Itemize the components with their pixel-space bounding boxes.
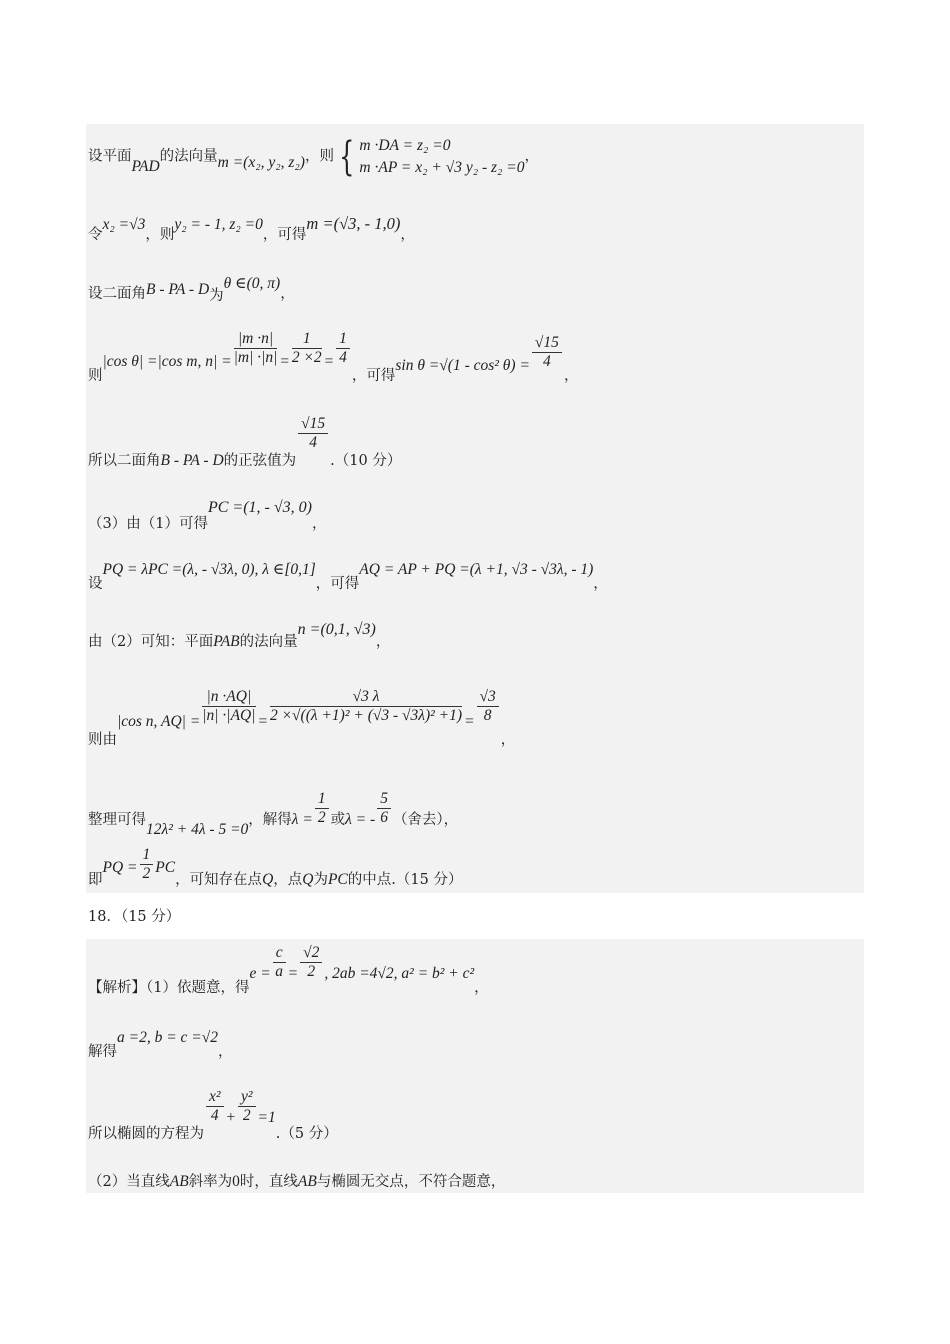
denominator: a [275, 962, 284, 980]
text: ， [311, 516, 327, 532]
text: ，可得 [315, 576, 360, 592]
text: 设平面 [88, 148, 132, 165]
line-solve-lambda [88, 790, 459, 839]
line-cos-theta [88, 330, 579, 385]
denominator: 2 [317, 808, 326, 826]
denominator: 2 ×√((λ +1)² + (√3 - √3λ)² +1) [269, 706, 463, 724]
numerator: √2 [300, 944, 322, 963]
fraction [532, 334, 562, 371]
numerator: 1 [292, 330, 322, 349]
fraction [336, 330, 350, 367]
math: PQ = λPC =(λ, - √3λ, 0), λ ∈[0,1] [102, 561, 316, 578]
line-part3-pc [88, 499, 327, 532]
denominator: 4 [210, 1106, 219, 1124]
math: θ ∈(0, π) [223, 275, 281, 292]
numerator: |m ·n| [234, 330, 278, 349]
text: 整理可得 [88, 812, 146, 829]
line-dihedral-angle [88, 275, 295, 304]
math: = [257, 713, 268, 731]
text: （舍去）， [392, 812, 459, 829]
system-brace: { [339, 133, 355, 180]
denominator: 2 [142, 864, 151, 882]
math: |cos n, AQ| = [117, 713, 201, 731]
math: , 2ab =4√2, a² = b² + c² [324, 965, 475, 983]
question-number: 18．（15 分） [88, 909, 181, 925]
math: sin θ =√(1 - cos² θ) = [395, 357, 530, 375]
text: 令 [88, 227, 103, 243]
text: 设二面角 [88, 286, 146, 302]
math: =1 [257, 1109, 276, 1127]
fraction [238, 1088, 256, 1125]
denominator: 8 [483, 706, 492, 724]
text: 即 [88, 872, 103, 889]
line-solve-abc [88, 1029, 233, 1060]
denominator: 2 [307, 962, 316, 980]
math: + [225, 1109, 236, 1127]
text: 则 [88, 368, 103, 385]
fraction [234, 330, 278, 367]
math: = [287, 965, 299, 983]
math: PAD [131, 157, 160, 175]
line-let-x2 [88, 214, 415, 243]
fraction [292, 330, 322, 367]
math: a =2, b = c =√2 [117, 1029, 219, 1046]
text: ，可得 [262, 227, 307, 243]
text: 为 [313, 872, 328, 889]
text: ， [280, 286, 295, 302]
text: ， [524, 148, 540, 165]
denominator: 6 [380, 808, 388, 826]
text: 的法向量 [159, 148, 218, 165]
math: AB [169, 1173, 189, 1190]
denominator: 4 [309, 433, 318, 451]
line-normal-vector-pad [88, 135, 539, 178]
text: 解得 [88, 1044, 117, 1060]
numerator: c [273, 944, 286, 963]
text: 的法向量 [239, 634, 298, 650]
text: 的正弦值为 [223, 453, 297, 470]
text: 与椭圆无交点，不符合题意， [316, 1174, 506, 1190]
math: 0 [232, 1173, 240, 1190]
math: PC [155, 859, 176, 877]
fraction [273, 944, 286, 981]
text: ， [400, 227, 415, 243]
text: ， [375, 634, 391, 650]
fraction [270, 688, 462, 725]
text: 由（2）可知：平面 [88, 634, 214, 650]
math: λ = [291, 811, 313, 829]
text: 【解析】（1）依题意，得 [88, 980, 250, 997]
line-sine-value [88, 415, 402, 470]
question-18-heading [88, 910, 180, 925]
text: ，可知存在点 [175, 872, 263, 889]
text: .（10 分） [330, 453, 402, 470]
text: ， [500, 732, 516, 749]
numerator: x² [206, 1088, 224, 1107]
fraction [202, 688, 255, 725]
text: （2）当直线 [88, 1174, 170, 1190]
equation-system [359, 135, 524, 178]
denominator: 2 ×2 [291, 348, 322, 366]
text: 所以椭圆的方程为 [88, 1126, 204, 1143]
fraction [477, 688, 499, 725]
numerator: 1 [140, 846, 154, 865]
numerator: |n ·AQ| [202, 688, 255, 707]
math: m ·DA = z₂ =0 [359, 137, 451, 154]
math: λ = - [345, 811, 376, 829]
numerator: √3 λ [270, 688, 462, 707]
text: ， [563, 368, 579, 385]
line-pq-aq [88, 561, 608, 592]
numerator: y² [238, 1088, 256, 1107]
fraction [206, 1088, 224, 1125]
denominator: 2 [242, 1106, 251, 1124]
math: = [279, 353, 290, 371]
fraction [140, 846, 154, 883]
denominator: 4 [339, 348, 347, 366]
text: ，点 [273, 872, 303, 889]
math: AB [297, 1173, 317, 1190]
text: ， [474, 980, 489, 997]
math: PC =(1, - √3, 0) [207, 499, 312, 516]
numerator: 1 [315, 790, 329, 809]
text: 斜率为 [188, 1174, 233, 1190]
math: 12λ² + 4λ - 5 =0 [146, 821, 249, 839]
text: 的中点.（15 分） [347, 872, 463, 889]
text: 设 [88, 576, 103, 592]
math: e = [249, 965, 271, 983]
math: y₂ = - 1, z₂ =0 [174, 216, 263, 233]
line-analysis-given [88, 944, 489, 997]
denominator: 4 [543, 352, 551, 370]
text: 为 [209, 288, 224, 304]
numerator: 1 [336, 330, 350, 349]
math: Q [262, 871, 274, 889]
line-midpoint-conclusion [88, 846, 463, 889]
line-ellipse-equation [88, 1088, 338, 1143]
fraction [300, 944, 322, 981]
text: ，可得 [351, 368, 396, 385]
text: ，则 [304, 148, 334, 165]
text: ， [593, 576, 608, 592]
numerator: √15 [298, 415, 328, 434]
text: （3）由（1）可得 [88, 516, 208, 532]
math: m ·AP = x₂ + √3 y₂ - z₂ =0 [359, 158, 525, 176]
fraction [298, 415, 328, 452]
denominator: |m| ·|n| [233, 348, 278, 366]
math: PC [327, 871, 348, 889]
text: 所以二面角 [88, 453, 161, 470]
math: x₂ =√3 [102, 216, 146, 233]
text: .（5 分） [275, 1126, 338, 1143]
text: 时，直线 [239, 1174, 298, 1190]
text: 则由 [88, 732, 117, 749]
math: |cos θ| =|cos m, n| = [102, 353, 232, 371]
line-part2-slope [88, 1174, 505, 1190]
math: AQ = AP + PQ =(λ +1, √3 - √3λ, - 1) [359, 561, 594, 578]
math: = [464, 713, 475, 731]
math: B - PA - D [146, 281, 210, 298]
text: 或 [330, 812, 346, 829]
numerator: 5 [377, 790, 391, 809]
math: m =(√3, - 1,0) [306, 214, 401, 233]
math: PQ = [102, 859, 138, 877]
fraction [377, 790, 391, 827]
numerator: √15 [532, 334, 562, 353]
text: ， [218, 1044, 233, 1060]
math: n =(0,1, √3) [297, 621, 376, 638]
math: m =(x₂, y₂, z₂) [217, 153, 305, 171]
line-normal-vector-pab [88, 621, 391, 650]
math: PAB [213, 633, 240, 650]
math: B - PA - D [160, 452, 224, 470]
fraction [315, 790, 329, 827]
text: ，解得 [248, 812, 292, 829]
line-cos-n-aq [88, 682, 516, 749]
numerator: √3 [477, 688, 499, 707]
math: = [323, 353, 335, 371]
text: ，则 [145, 227, 175, 243]
math: Q [302, 871, 314, 889]
denominator: |n| ·|AQ| [202, 706, 256, 724]
